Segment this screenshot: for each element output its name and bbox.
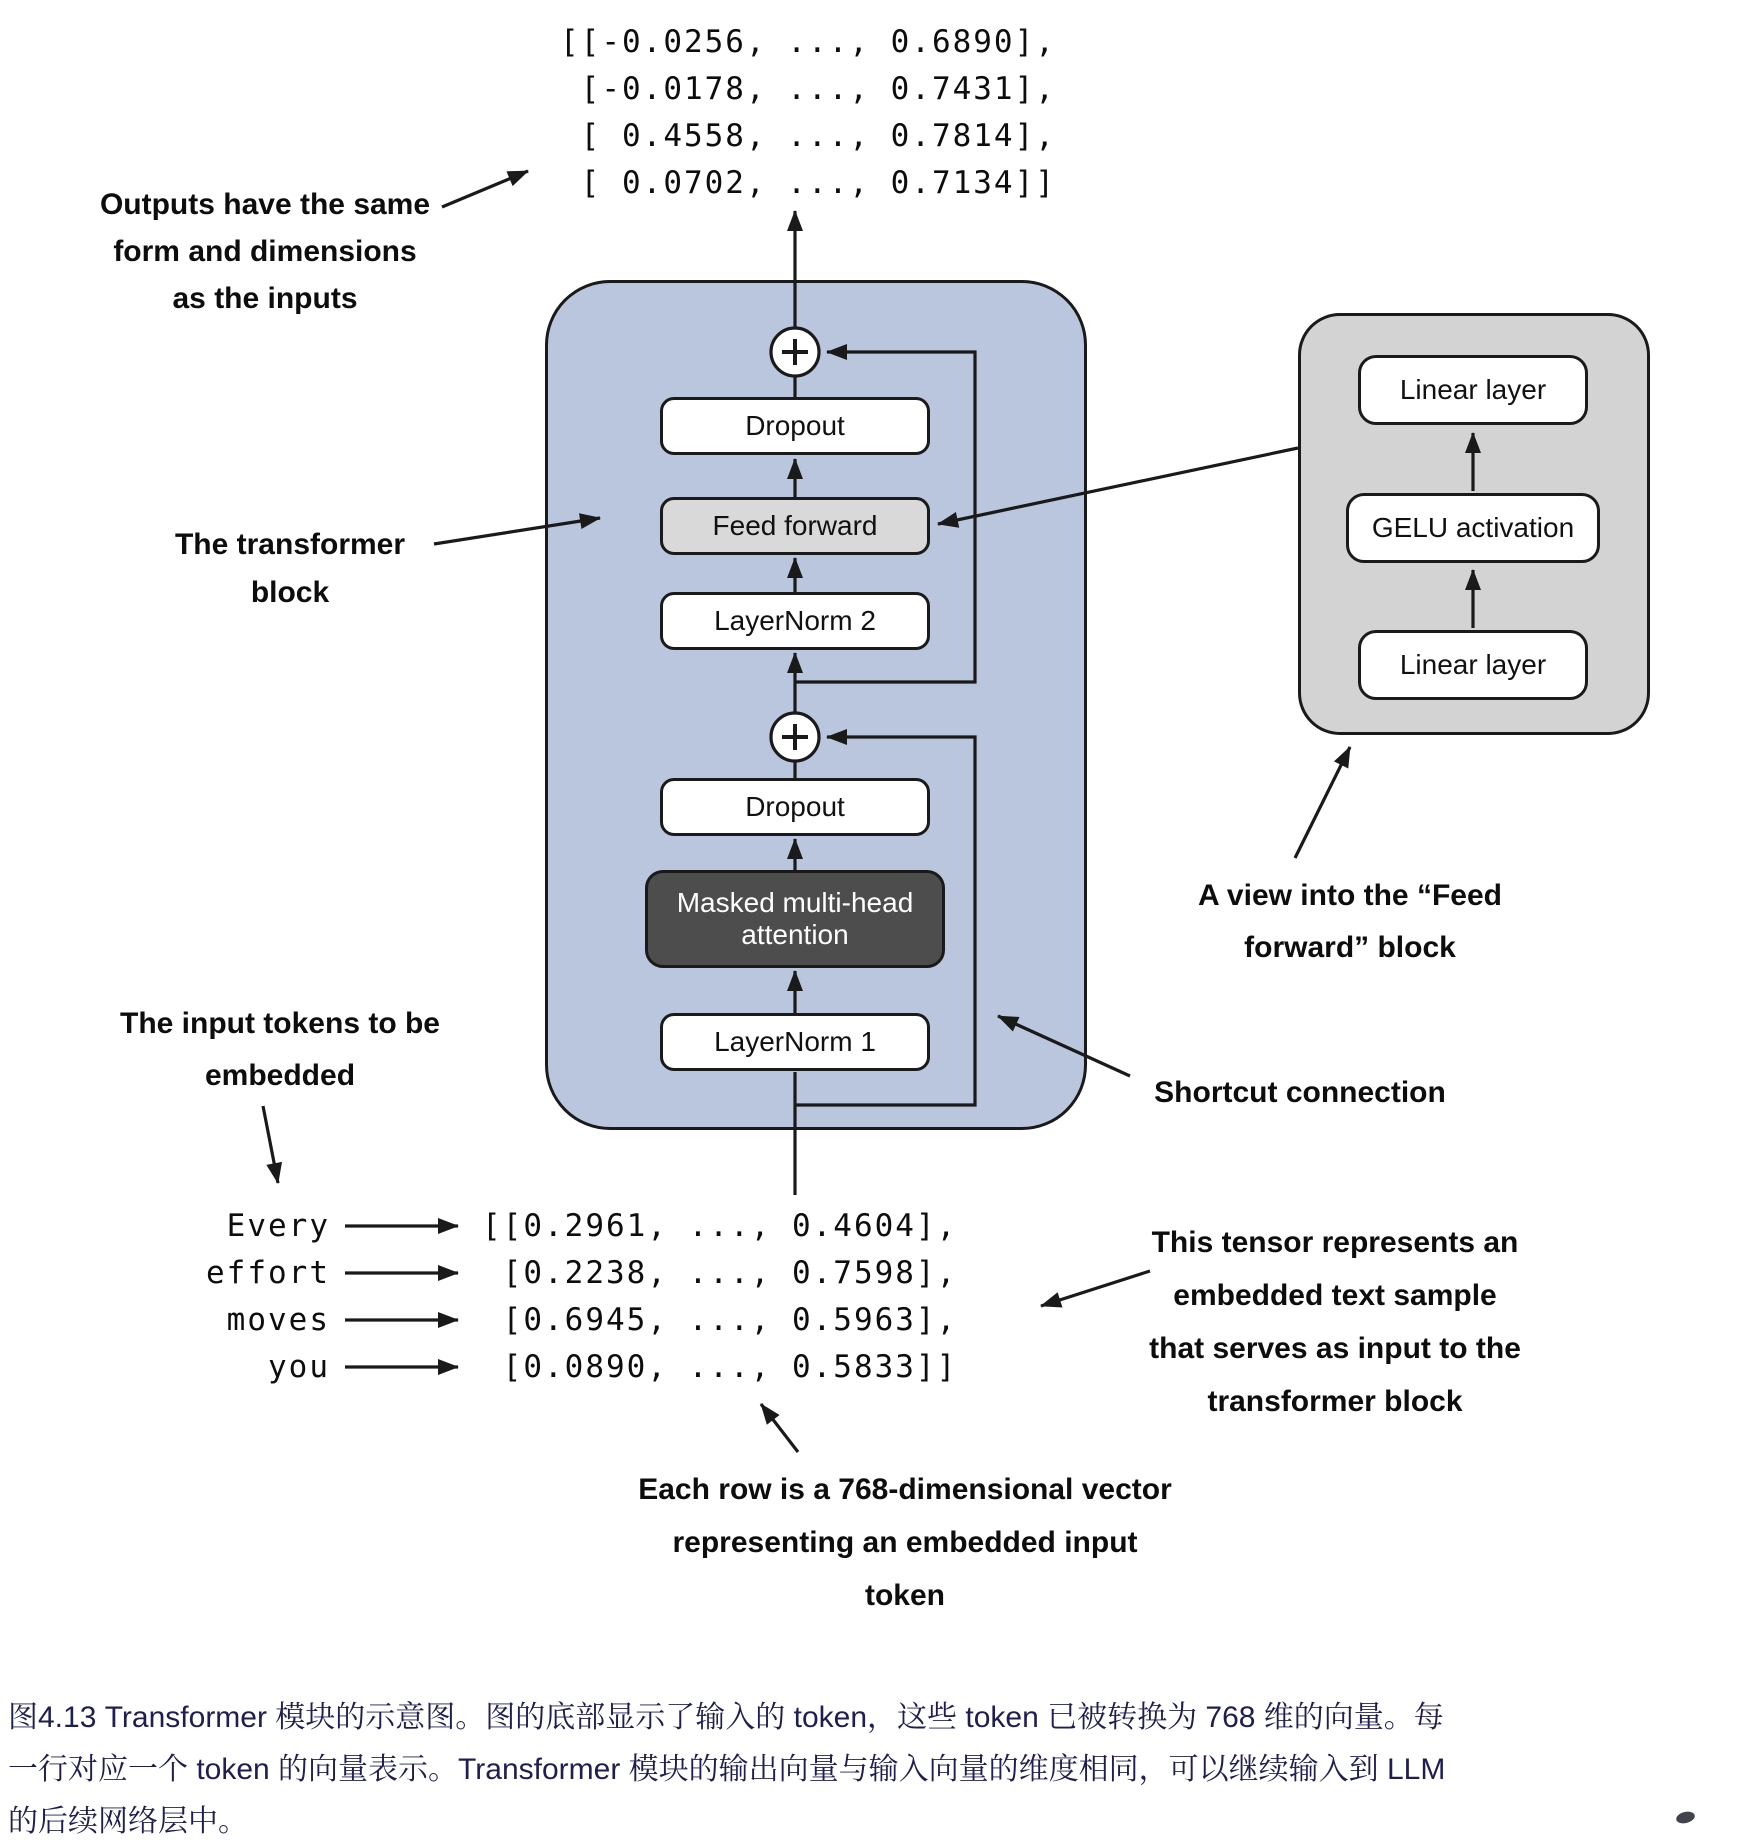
ff-view-annotation-arrow [1295, 747, 1350, 858]
tensor-note-annotation-arrow [1041, 1271, 1150, 1306]
annotation-line: form and dimensions [113, 235, 417, 268]
outputs-annotation [100, 181, 430, 322]
annotation-line: Each row is a 768-dimensional vector [638, 1473, 1172, 1506]
output-tensor-row: [[-0.0256, ..., 0.6890], [560, 24, 1056, 60]
input-token: effort [206, 1255, 330, 1291]
gelu-activation-label: GELU activation [1371, 512, 1575, 543]
dropout-bottom-box [660, 778, 930, 836]
annotation-line: transformer block [1207, 1385, 1463, 1418]
ff-view-annotation [1198, 870, 1502, 974]
annotation-line: token [864, 1579, 946, 1612]
layernorm2-label: LayerNorm 2 [714, 605, 876, 636]
input-tokens-annotation [120, 998, 440, 1102]
caption-line: 的后续网络层中。 [8, 1805, 248, 1838]
input-tensor-row: [[0.2961, ..., 0.4604], [482, 1208, 958, 1244]
caption-line: 一行对应一个 token 的向量表示。Transformer 模块的输出向量与输入向量的维度相同，可以继续输入到 LLM [8, 1753, 1446, 1786]
annotation-line: The transformer [174, 528, 406, 561]
input-tensor-row: [0.6945, ..., 0.5963], [482, 1302, 958, 1338]
shortcut-annotation [1154, 1072, 1446, 1114]
annotation-line: Shortcut connection [1154, 1076, 1446, 1109]
dropout-top-label: Dropout [745, 410, 845, 441]
annotation-line: block [250, 576, 330, 609]
input-tensor [482, 1203, 957, 1391]
annotation-line: The input tokens to be [120, 1007, 440, 1040]
row-note-annotation [638, 1463, 1172, 1622]
annotation-line: that serves as input to the [1149, 1332, 1521, 1365]
mouse-cursor-artifact [1675, 1810, 1696, 1825]
feed-forward-box [660, 497, 930, 555]
tensor-note-annotation [1149, 1216, 1521, 1428]
masked-attention-box [645, 870, 945, 968]
annotation-line: embedded text sample [1173, 1279, 1497, 1312]
masked-attention-label: Masked multi-head attention [676, 887, 914, 950]
outputs-annotation-arrow [442, 171, 528, 207]
layernorm1-label: LayerNorm 1 [714, 1026, 876, 1057]
annotation-line: representing an embedded input [672, 1526, 1138, 1559]
input-token: moves [226, 1302, 330, 1338]
row-note-annotation-arrow [761, 1404, 798, 1452]
dropout-top-box [660, 397, 930, 455]
layernorm2-box [660, 592, 930, 650]
input-token: you [268, 1349, 330, 1385]
annotation-line: This tensor represents an [1151, 1226, 1519, 1259]
output-tensor-row: [ 0.4558, ..., 0.7814], [560, 118, 1056, 154]
linear-layer-bottom-label: Linear layer [1399, 649, 1547, 680]
transformer-annotation [175, 521, 405, 617]
linear-layer-bottom-box [1358, 630, 1588, 700]
output-tensor-row: [ 0.0702, ..., 0.7134]] [560, 165, 1056, 201]
output-tensor-row: [-0.0178, ..., 0.7431], [560, 71, 1056, 107]
input-tensor-row: [0.0890, ..., 0.5833]] [482, 1349, 958, 1385]
layernorm1-box [660, 1013, 930, 1071]
annotation-line: forward” block [1244, 931, 1456, 964]
annotation-line: Outputs have the same [99, 188, 431, 221]
annotation-line: as the inputs [172, 282, 358, 315]
output-tensor [560, 19, 1056, 207]
annotation-line: embedded [204, 1059, 356, 1092]
input-token-list [140, 1203, 330, 1391]
annotation-line: A view into the “Feed [1198, 879, 1502, 912]
dropout-bottom-label: Dropout [745, 791, 845, 822]
gelu-activation-box [1346, 493, 1600, 563]
input-token: Every [226, 1208, 330, 1244]
linear-layer-top-label: Linear layer [1399, 374, 1547, 405]
input-tensor-row: [0.2238, ..., 0.7598], [482, 1255, 958, 1291]
input-tokens-annotation-arrow [263, 1106, 278, 1183]
feed-forward-label: Feed forward [712, 510, 878, 541]
linear-layer-top-box [1358, 355, 1588, 425]
figure-caption [8, 1692, 1445, 1844]
caption-line: 图4.13 Transformer 模块的示意图。图的底部显示了输入的 token，这些 token 已被转换为 768 维的向量。每 [8, 1701, 1444, 1734]
